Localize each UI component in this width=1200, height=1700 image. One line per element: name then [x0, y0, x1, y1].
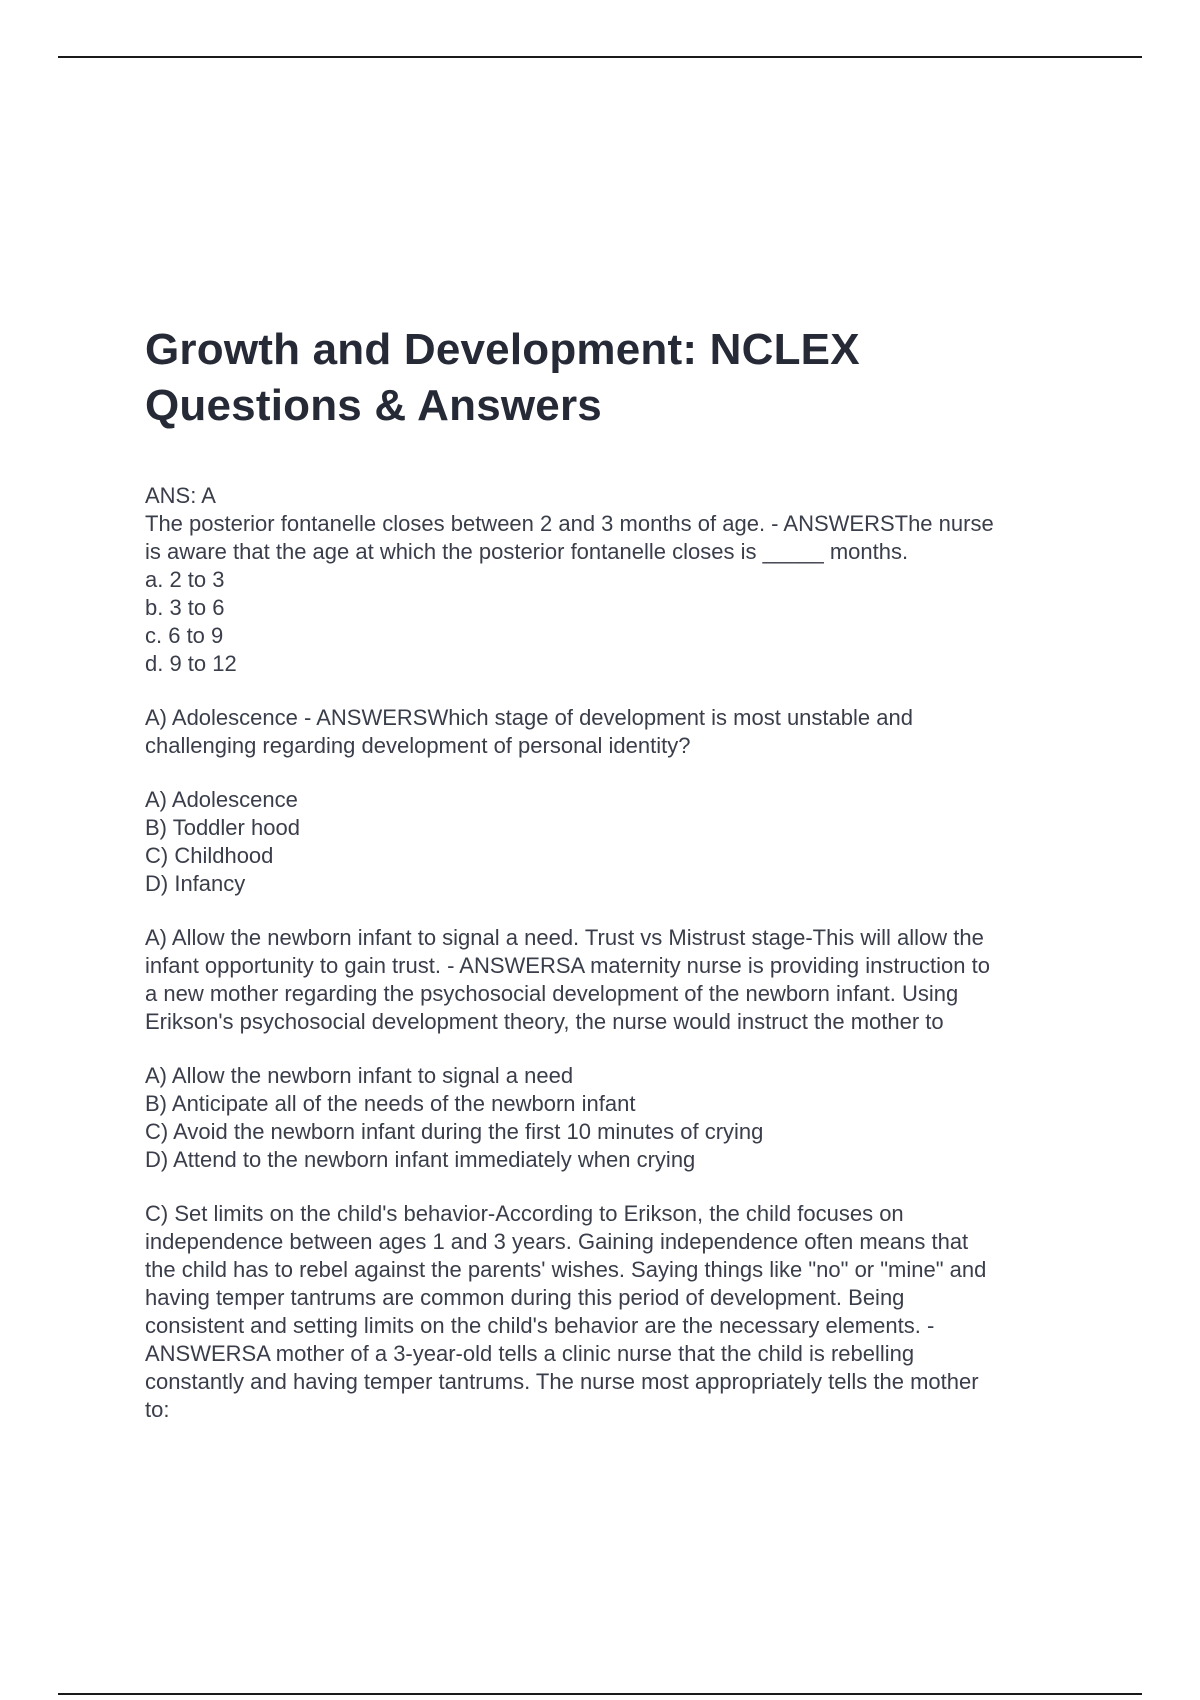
question-text-line: constantly and having temper tantrums. The nurse most appropriately tells the mother: [145, 1369, 979, 1394]
question-text-line: is aware that the age at which the posterior fontanelle closes is _____ months.: [145, 539, 909, 564]
question-text-line: C) Set limits on the child's behavior-According to Erikson, the child focuses on: [145, 1201, 904, 1226]
question-text-line: the child has to rebel against the parents' wishes. Saying things like "no" or "mine" and: [145, 1257, 987, 1282]
option-a: a. 2 to 3: [145, 567, 225, 592]
option-c: C) Childhood: [145, 843, 274, 868]
option-b: b. 3 to 6: [145, 595, 225, 620]
question-block-3: [145, 924, 1085, 1036]
question-text-line: challenging regarding development of personal identity?: [145, 733, 691, 758]
document-content: [145, 322, 1085, 1450]
title-line-2: Questions & Answers: [145, 381, 602, 430]
option-c: C) Avoid the newborn infant during the first 10 minutes of crying: [145, 1119, 764, 1144]
question-text-line: a new mother regarding the psychosocial development of the newborn infant. Using: [145, 981, 959, 1006]
question-text-line: having temper tantrums are common during this period of development. Being: [145, 1285, 905, 1310]
qa-body: [145, 482, 1085, 1424]
option-a: A) Allow the newborn infant to signal a need: [145, 1063, 574, 1088]
bottom-rule: [58, 1693, 1142, 1695]
option-d: D) Attend to the newborn infant immediately when crying: [145, 1147, 696, 1172]
option-b: B) Toddler hood: [145, 815, 300, 840]
top-rule: [58, 56, 1142, 58]
question-text-line: A) Allow the newborn infant to signal a need. Trust vs Mistrust stage-This will allow the: [145, 925, 984, 950]
title-line-1: Growth and Development: NCLEX: [145, 325, 860, 374]
option-c: c. 6 to 9: [145, 623, 224, 648]
question-text-line: to:: [145, 1397, 170, 1422]
option-d: d. 9 to 12: [145, 651, 237, 676]
options-block-3: [145, 1062, 1085, 1174]
question-text-line: ANSWERSA mother of a 3-year-old tells a clinic nurse that the child is rebelling: [145, 1341, 915, 1366]
question-text-line: The posterior fontanelle closes between 2 and 3 months of age. - ANSWERSThe nurse: [145, 511, 994, 536]
answer-key: ANS: A: [145, 483, 216, 508]
options-block-2: [145, 786, 1085, 898]
option-b: B) Anticipate all of the needs of the newborn infant: [145, 1091, 636, 1116]
question-block-4: [145, 1200, 1085, 1424]
document-title: [145, 322, 1085, 434]
question-block-2: [145, 704, 1085, 760]
question-text-line: independence between ages 1 and 3 years. Gaining independence often means that: [145, 1229, 969, 1254]
question-text-line: Erikson's psychosocial development theory, the nurse would instruct the mother to: [145, 1009, 944, 1034]
question-text-line: consistent and setting limits on the child's behavior are the necessary elements. -: [145, 1313, 935, 1338]
option-a: A) Adolescence: [145, 787, 298, 812]
question-block-1: [145, 482, 1085, 678]
question-text-line: A) Adolescence - ANSWERSWhich stage of development is most unstable and: [145, 705, 913, 730]
option-d: D) Infancy: [145, 871, 246, 896]
question-text-line: infant opportunity to gain trust. - ANSWERSA maternity nurse is providing instruction to: [145, 953, 990, 978]
